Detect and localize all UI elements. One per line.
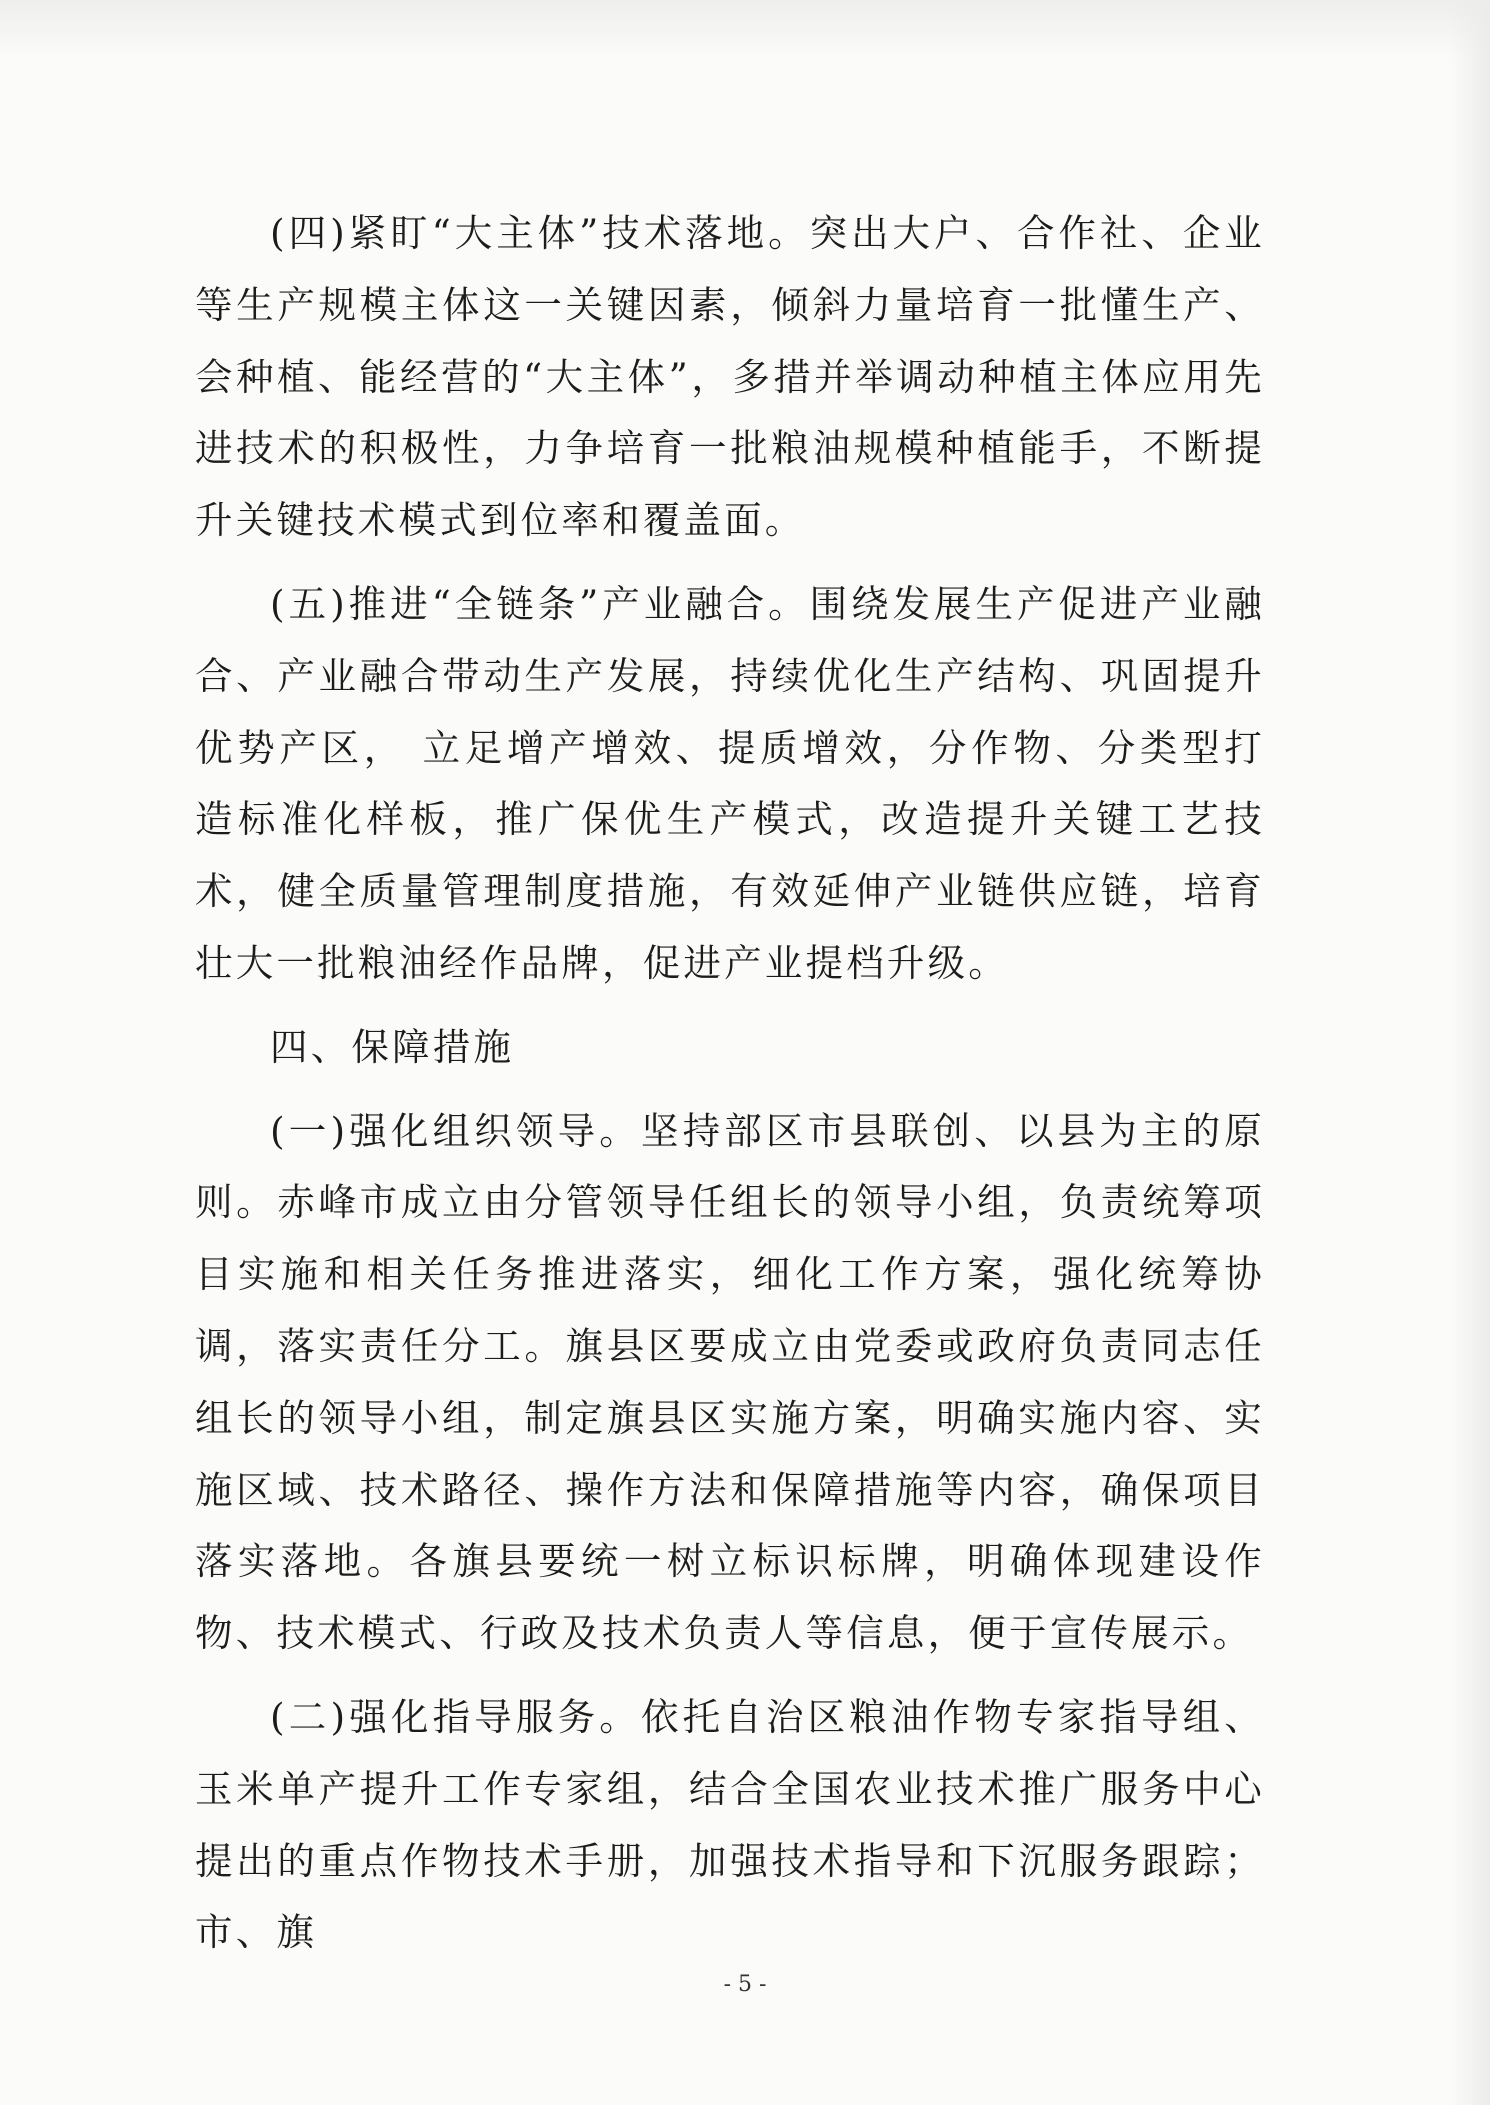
scan-shadow-top [0, 0, 1490, 60]
page-number: - 5 - [723, 1972, 767, 1997]
paragraph-4-big-entity: (四)紧盯“大主体”技术落地。突出大户、合作社、企业等生产规模主体这一关键因素，倾斜力量培育一批懂生产、会种植、能经营的“大主体”，多措并举调动种植主体应用先进技术的积极性，力争培育一批粮油规模种植能手，不断提升关键技术模式到位率和覆盖面。 [195, 211, 1265, 543]
section-heading-safeguards: 四、保障措施 [270, 1024, 515, 1069]
paragraph-5-full-chain: (五)推进“全链条”产业融合。围绕发展生产促进产业融合、产业融合带动生产发展，持续优化生产结构、巩固提升优势产区， 立足增产增效、提质增效，分作物、分类型打造标准化样板，推广保优生产模式，改造提升关键工艺技术，健全质量管理制度措施，有效延伸产业链供应链，培育壮大一批粮油经作品牌，促进产业提档升级。 [195, 581, 1265, 985]
paragraph-1-organization: (一)强化组织领导。坚持部区市县联创、以县为主的原则。赤峰市成立由分管领导任组长的领导小组，负责统筹项目实施和相关任务推进落实，细化工作方案，强化统筹协调，落实责任分工。旗县区要成立由党委或政府负责同志任组长的领导小组，制定旗县区实施方案，明确实施内容、实施区域、技术路径、操作方法和保障措施等内容，确保项目落实落地。各旗县要统一树立标识标牌，明确体现建设作物、技术模式、行政及技术负责人等信息，便于宣传展示。 [195, 1108, 1265, 1656]
paragraph-2-guidance: (二)强化指导服务。依托自治区粮油作物专家指导组、玉米单产提升工作专家组，结合全国农业技术推广服务中心提出的重点作物技术手册，加强技术指导和下沉服务跟踪；市、旗 [195, 1694, 1265, 1955]
scan-shadow-right [1450, 0, 1490, 2105]
document-body [195, 198, 1265, 1969]
